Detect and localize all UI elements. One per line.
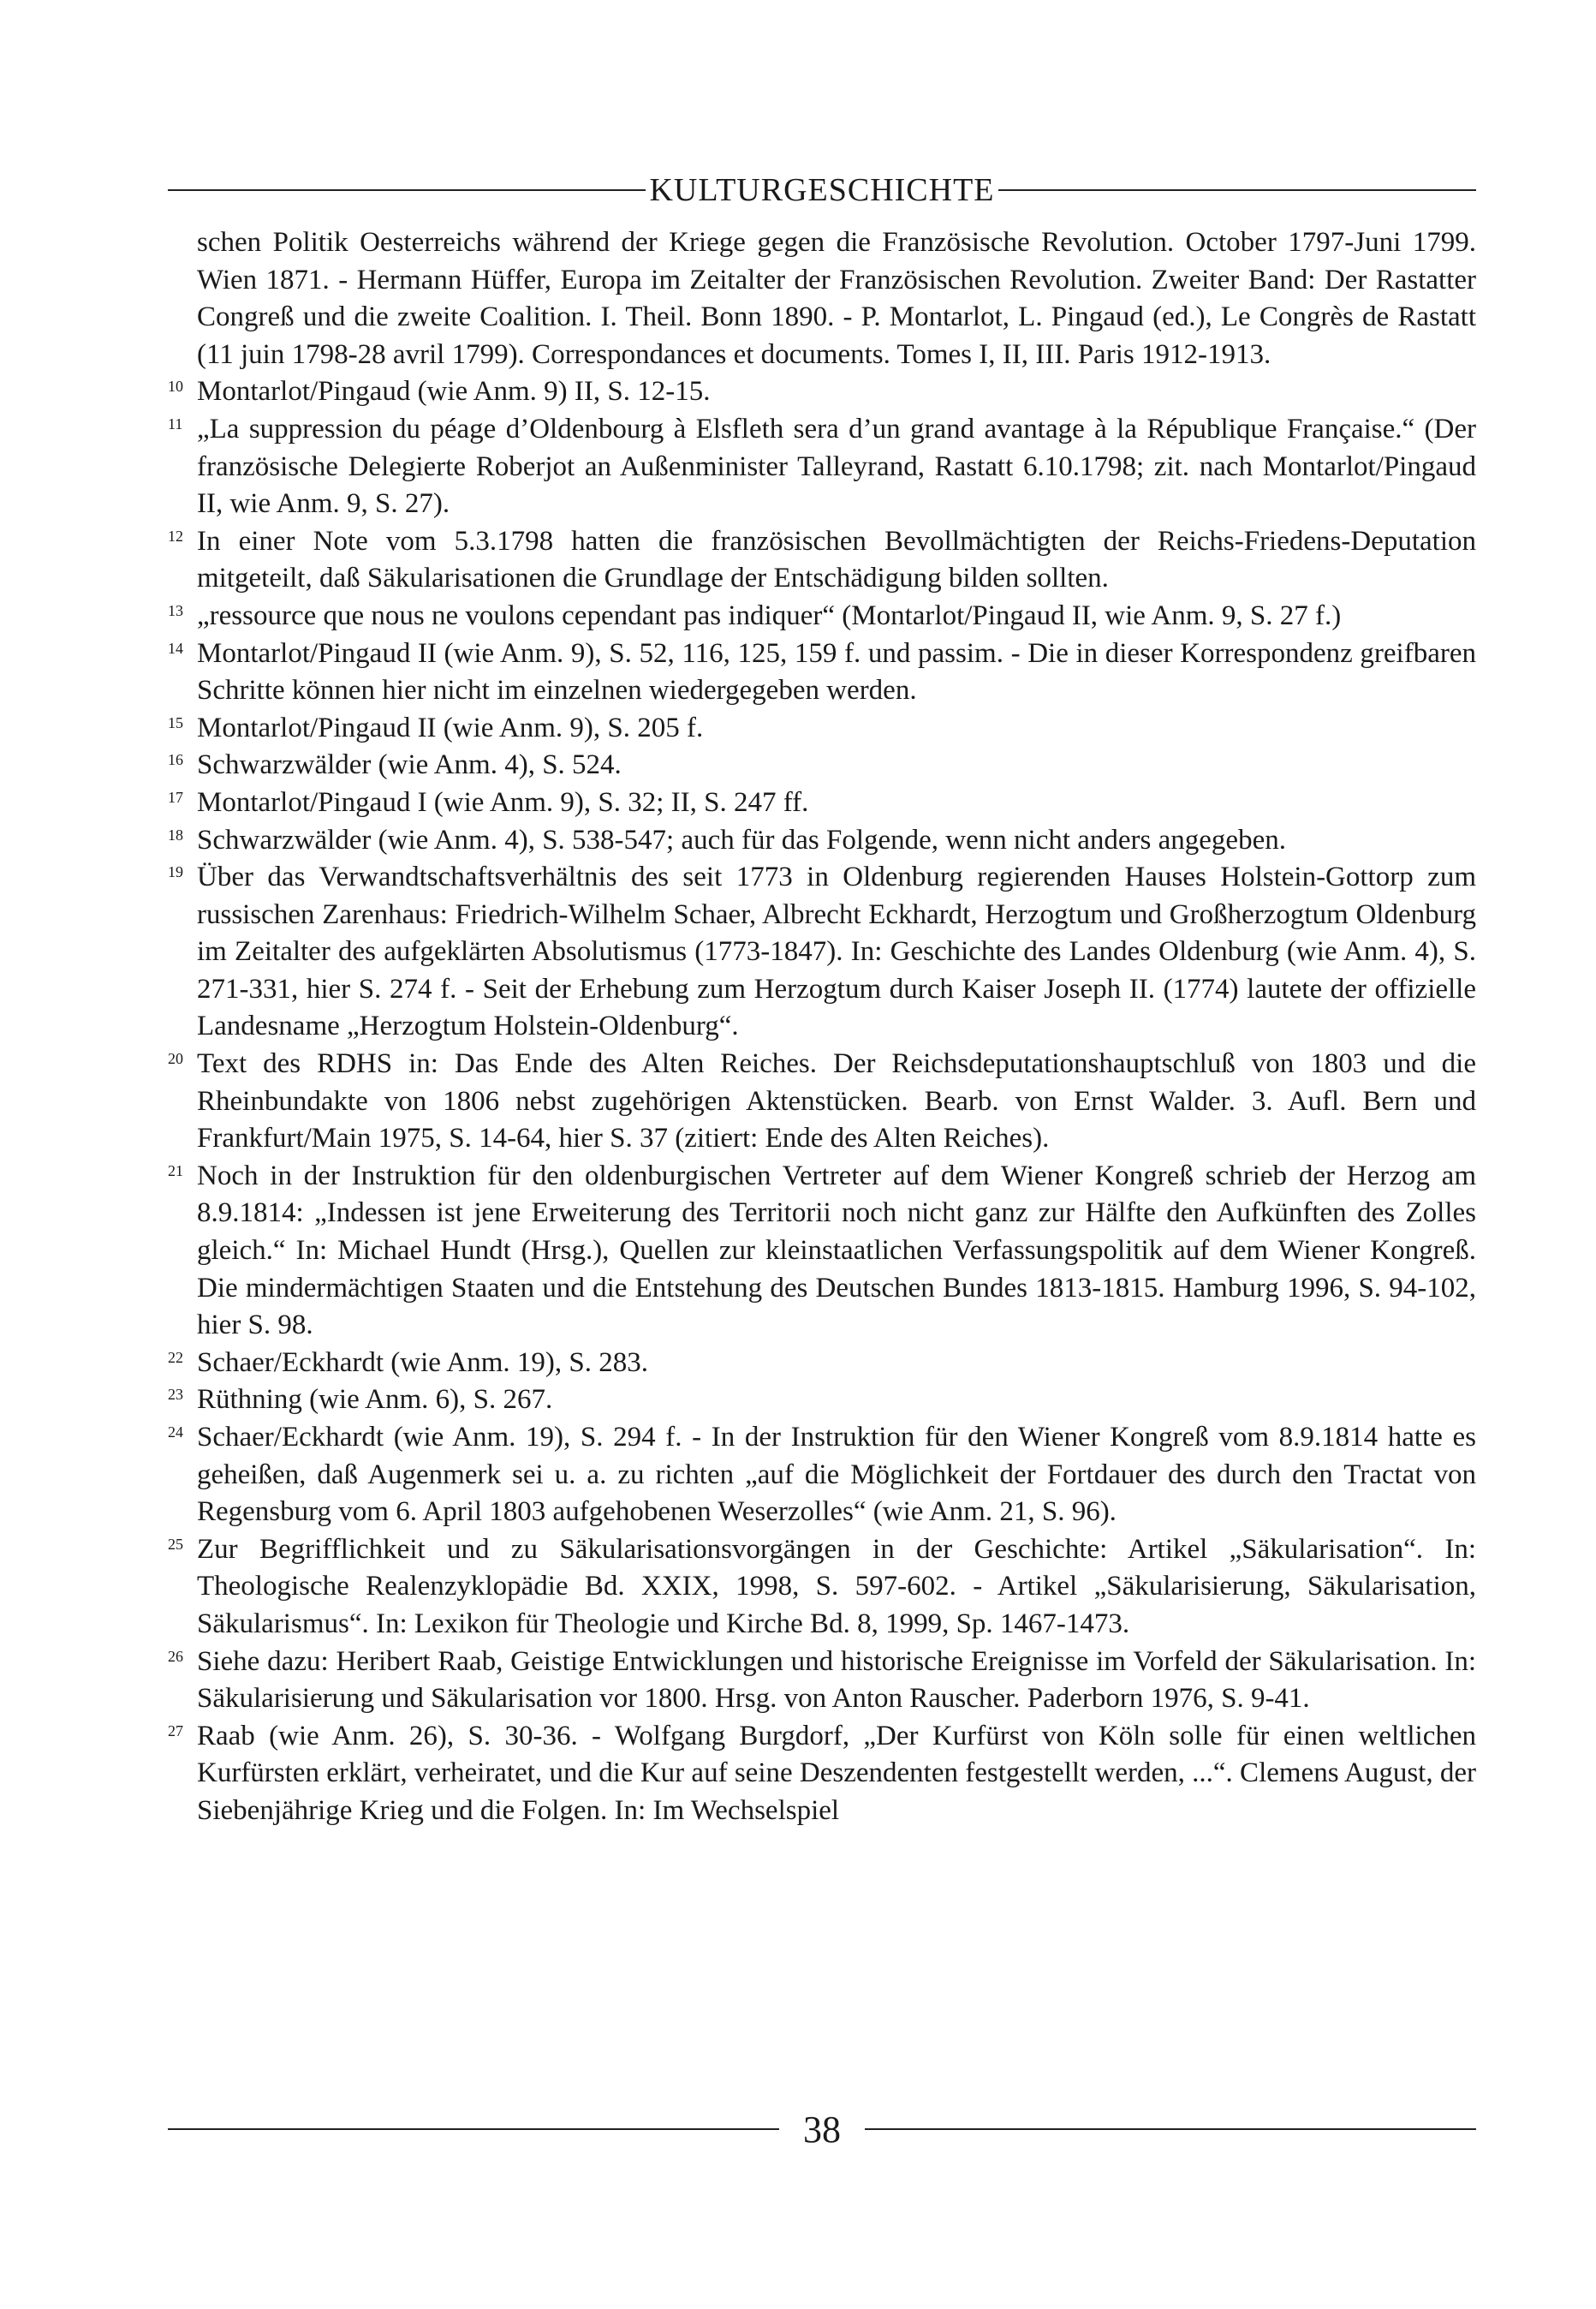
footnote-text: Schaer/Eckhardt (wie Anm. 19), S. 283.	[197, 1346, 648, 1378]
footnote-number: 12	[168, 527, 183, 545]
page-number: 38	[803, 2108, 841, 2151]
footnote-19	[168, 859, 1476, 1046]
footnote-number: 17	[168, 788, 183, 806]
running-header	[168, 168, 1476, 212]
footer-rule-right	[865, 2128, 1476, 2130]
footnote-number: 27	[168, 1721, 183, 1739]
footnote-text: Montarlot/Pingaud II (wie Anm. 9), S. 52, 116, 125, 159 f. und passim. - Die in dieser Korrespondenz greifbaren Schritte können hier nicht im einzelnen wiedergegeben werden.	[197, 637, 1476, 707]
footnote-text: In einer Note vom 5.3.1798 hatten die französischen Bevollmächtigten der Reichs-Friedens-Deputation mitgeteilt, daß Säkularisationen die Grundlage der Entschädigung bilden sollten.	[197, 525, 1476, 594]
footnote-18	[168, 822, 1476, 860]
footnote-20	[168, 1046, 1476, 1158]
footnote-14	[168, 635, 1476, 710]
running-header-title: KULTURGESCHICHTE	[649, 172, 995, 208]
footnote-text: Noch in der Instruktion für den oldenburgischen Vertreter auf dem Wiener Kongreß schrieb der Herzog am 8.9.1814: „Indessen ist jene Erweiterung des Territorii noch nicht ganz zur Hälfte den Aufkünften des Zolles gleich.“ In: Michael Hundt (Hrsg.), Quellen zur kleinstaatlichen Verfassungspolitik auf dem Wiener Kongreß. Die mindermächtigen Staaten und die Entstehung des Deutschen Bundes 1813-1815. Hamburg 1996, S. 94-102, hier S. 98.	[197, 1160, 1476, 1341]
footnote-text: Zur Begrifflichkeit und zu Säkularisationsvorgängen in der Geschichte: Artikel „Säkularisation“. In: Theologische Realenzyklopädie Bd. XXIX, 1998, S. 597-602. - Artikel „Säkularisierung, Säkularisation, Säkularismus“. In: Lexikon für Theologie und Kirche Bd. 8, 1999, Sp. 1467-1473.	[197, 1533, 1476, 1639]
footnote-number: 14	[168, 639, 183, 657]
footer-rule-left	[168, 2128, 779, 2130]
footnote-number: 23	[168, 1386, 183, 1404]
footnote-16	[168, 747, 1476, 785]
footnote-number: 15	[168, 713, 183, 731]
footnotes-section	[168, 224, 1476, 1830]
footnote-text: Montarlot/Pingaud I (wie Anm. 9), S. 32; II, S. 247 ff.	[197, 786, 809, 818]
footnote-continuation: schen Politik Oesterreichs während der Kriege gegen die Französische Revolution. October 1797-Juni 1799. Wien 1871. - Hermann Hüffer, Europa im Zeitalter der Französischen Revolution. Zweiter Band: Der Rastatter Congreß und die zweite Coalition. I. Theil. Bonn 1890. - P. Montarlot, L. Pingaud (ed.), Le Congrès de Rastatt (11 juin 1798-28 avril 1799). Correspondances et documents. Tomes I, II, III. Paris 1912-1913.	[197, 227, 1476, 370]
header-rule-right	[998, 189, 1476, 191]
footnote-number: 19	[168, 863, 183, 881]
header-rule-left	[168, 189, 646, 191]
footnote-text: Rüthning (wie Anm. 6), S. 267.	[197, 1384, 553, 1416]
footnote-13	[168, 598, 1476, 635]
footnote-25	[168, 1531, 1476, 1644]
footnote-number: 25	[168, 1535, 183, 1553]
footnote-number: 24	[168, 1423, 183, 1441]
footnote-21	[168, 1158, 1476, 1345]
footnote-10	[168, 373, 1476, 411]
footnote-22	[168, 1345, 1476, 1382]
footnote-12	[168, 523, 1476, 598]
page-footer	[168, 2103, 1476, 2155]
footnote-text: Schwarzwälder (wie Anm. 4), S. 538-547; auch für das Folgende, wenn nicht anders angegeben.	[197, 824, 1286, 856]
footnote-27	[168, 1718, 1476, 1830]
footnote-number: 26	[168, 1647, 183, 1665]
footnote-number: 11	[168, 415, 183, 433]
footnote-text: Text des RDHS in: Das Ende des Alten Reiches. Der Reichsdeputationshauptschluß von 1803 und die Rheinbundakte von 1806 nebst zugehörigen Aktenstücken. Bearb. von Ernst Walder. 3. Aufl. Bern und Frankfurt/Main 1975, S. 14-64, hier S. 37 (zitiert: Ende des Alten Reiches).	[197, 1048, 1476, 1154]
footnote-26	[168, 1644, 1476, 1718]
footnote-24	[168, 1419, 1476, 1531]
footnote-text: „La suppression du péage d’Oldenbourg à Elsfleth sera d’un grand avantage à la République Française.“ (Der französische Delegierte Roberjot an Außenminister Talleyrand, Rastatt 6.10.1798; zit. nach Montarlot/Pingaud II, wie Anm. 9, S. 27).	[197, 413, 1476, 520]
footnote-number: 20	[168, 1050, 183, 1068]
footnote-text: Raab (wie Anm. 26), S. 30-36. - Wolfgang Burgdorf, „Der Kurfürst von Köln solle für einen weltlichen Kurfürsten erklärt, verheiratet, und die Kur auf seine Deszendenten festgestellt werden, ...“. Clemens August, der Siebenjährige Krieg und die Folgen. In: Im Wechselspiel	[197, 1720, 1476, 1826]
footnote-23	[168, 1381, 1476, 1419]
footnote-text: Schaer/Eckhardt (wie Anm. 19), S. 294 f. - In der Instruktion für den Wiener Kongreß vom 8.9.1814 hatte es geheißen, daß Augenmerk sei u. a. zu richten „auf die Möglichkeit der Fortdauer des durch den Tractat von Regensburg vom 6. April 1803 aufgehobenen Weserzolles“ (wie Anm. 21, S. 96).	[197, 1422, 1476, 1528]
footnote-number: 13	[168, 601, 183, 619]
footnote-text: Schwarzwälder (wie Anm. 4), S. 524.	[197, 749, 622, 781]
footnote-17	[168, 785, 1476, 822]
footnote-text: Montarlot/Pingaud II (wie Anm. 9), S. 205 f.	[197, 712, 704, 743]
footnote-15	[168, 710, 1476, 748]
footnote-number: 22	[168, 1348, 183, 1366]
footnote-11	[168, 411, 1476, 523]
footnote-text: „ressource que nous ne voulons cependant pas indiquer“ (Montarlot/Pingaud II, wie Anm. 9, S. 27 f.)	[197, 600, 1342, 631]
footnote-text: Über das Verwandtschaftsverhältnis des seit 1773 in Oldenburg regierenden Hauses Holstein-Gottorp zum russischen Zarenhaus: Friedrich-Wilhelm Schaer, Albrecht Eckhardt, Herzogtum und Großherzogtum Oldenburg im Zeitalter des aufgeklärten Absolutismus (1773-1847). In: Geschichte des Landes Oldenburg (wie Anm. 4), S. 271-331, hier S. 274 f. - Seit der Erhebung zum Herzogtum durch Kaiser Joseph II. (1774) lautete der offizielle Landesname „Herzogtum Holstein-Oldenburg“.	[197, 862, 1476, 1042]
footnote-text: Siehe dazu: Heribert Raab, Geistige Entwicklungen und historische Ereignisse im Vorfeld der Säkularisation. In: Säkularisierung und Säkularisation vor 1800. Hrsg. von Anton Rauscher. Paderborn 1976, S. 9-41.	[197, 1645, 1476, 1715]
footnote-text: Montarlot/Pingaud (wie Anm. 9) II, S. 12-15.	[197, 376, 711, 408]
footnote-number: 16	[168, 751, 183, 769]
footnote-number: 21	[168, 1161, 183, 1179]
footnote-number: 10	[168, 378, 183, 396]
footnote-number: 18	[168, 826, 183, 844]
